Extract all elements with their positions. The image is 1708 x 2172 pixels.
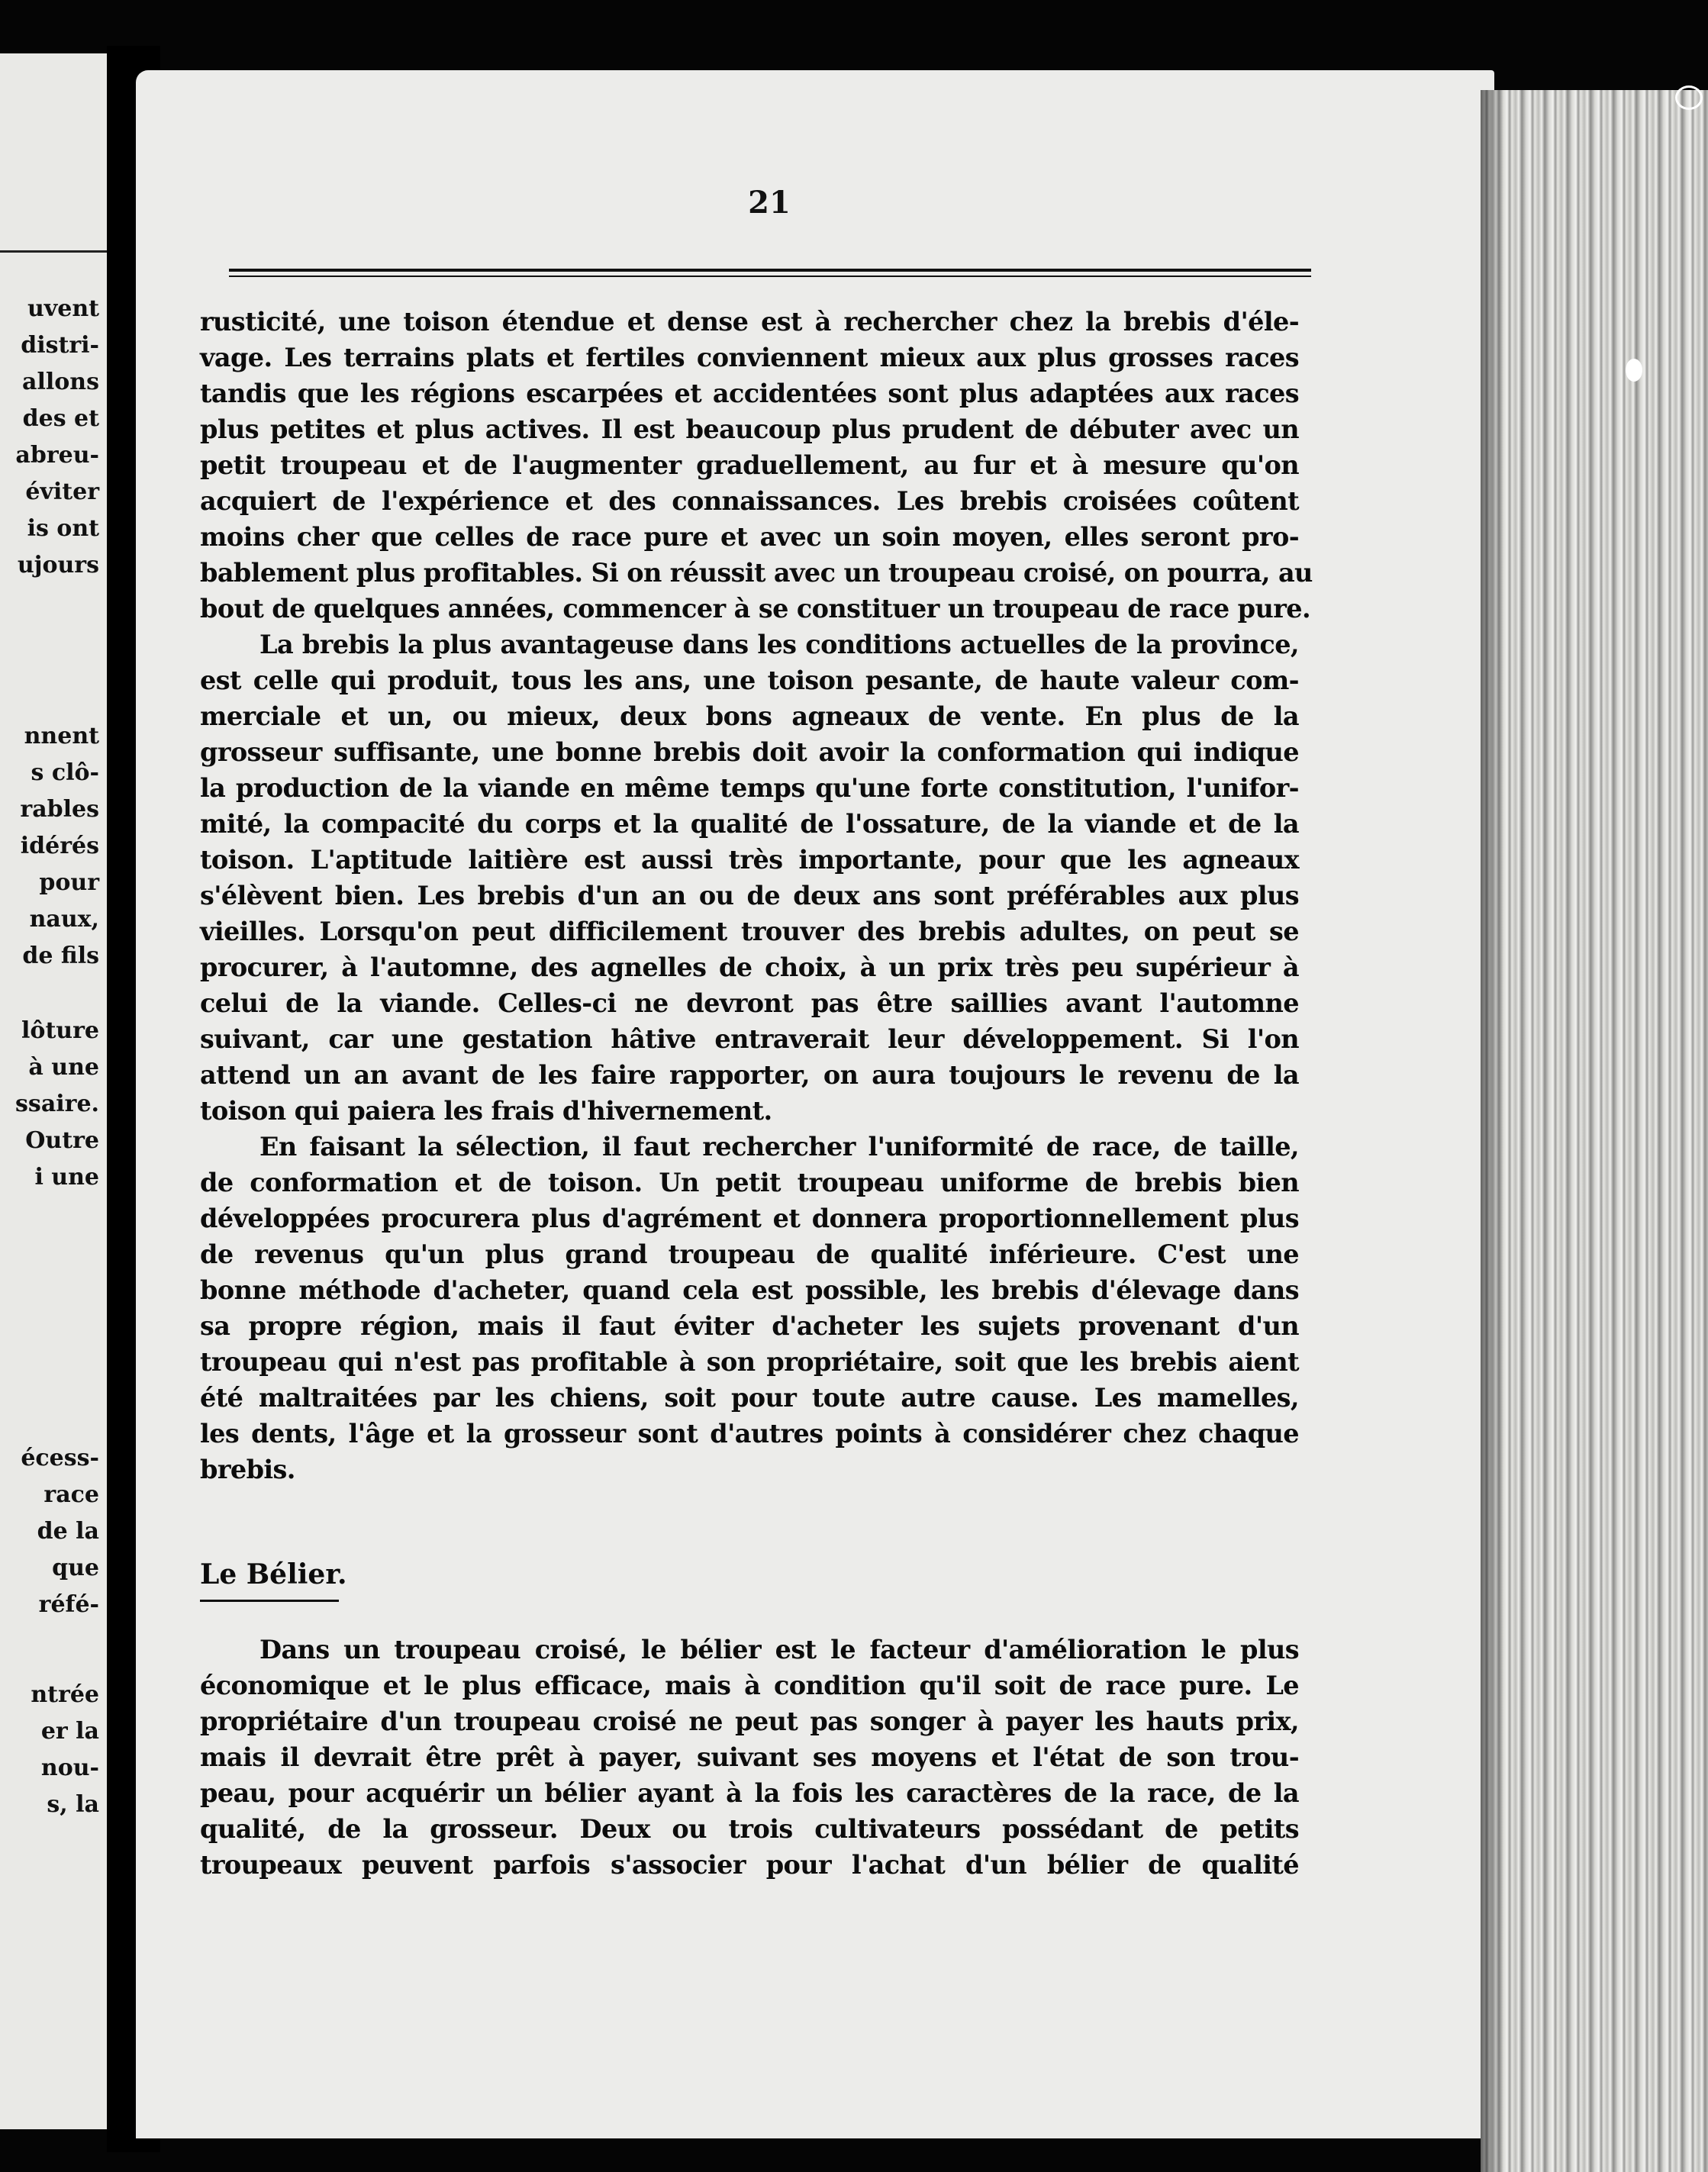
- text-line: troupeaux peuvent parfois s'associer pour l'achat d'un bélier de qualité: [200, 1850, 1299, 1880]
- paragraph: [200, 627, 1299, 1129]
- text-line: de conformation et de toison. Un petit troupeau uniforme de brebis bien: [200, 1168, 1299, 1197]
- text-line: vage. Les terrains plats et fertiles conviennent mieux aux plus grosses races: [200, 343, 1299, 372]
- page-number: 21: [748, 185, 791, 221]
- body-text-section: [200, 1632, 1299, 1883]
- header-rule-thin: [229, 276, 1311, 277]
- text-line: s'élèvent bien. Les brebis d'un an ou de deux ans sont préférables aux plus: [200, 881, 1299, 910]
- page-edge-shadow: [1481, 90, 1503, 2172]
- text-line: propriétaire d'un troupeau croisé ne peut pas songer à payer les hauts prix,: [200, 1706, 1299, 1736]
- previous-page-line: pour: [39, 869, 99, 896]
- text-line: été maltraitées par les chiens, soit pour toute autre cause. Les mamelles,: [200, 1383, 1299, 1413]
- previous-page-line: écess-: [21, 1445, 99, 1471]
- previous-page-line: uvent: [27, 295, 99, 322]
- previous-page-line: naux,: [29, 906, 99, 933]
- text-line: procurer, à l'automne, des agnelles de choix, à un prix très peu supérieur à: [200, 952, 1299, 982]
- text-line: peau, pour acquérir un bélier ayant à la fois les caractères de la race, de la: [200, 1778, 1299, 1808]
- text-line: petit troupeau et de l'augmenter graduellement, au fur et à mesure qu'on: [200, 450, 1299, 480]
- previous-page-line: nnent: [24, 723, 99, 749]
- text-line: mité, la compacité du corps et la qualité de l'ossature, de la viande et de la: [200, 809, 1299, 839]
- previous-page-line: s clô-: [31, 759, 99, 786]
- paragraph: [200, 1129, 1299, 1487]
- previous-page-line: Outre: [25, 1127, 99, 1154]
- previous-page-line: ujours: [17, 552, 99, 578]
- text-line: attend un an avant de les faire rapporter, on aura toujours le revenu de la: [200, 1060, 1299, 1090]
- header-rule-thick: [229, 269, 1311, 272]
- previous-page-line: is ont: [27, 515, 99, 542]
- text-line: grosseur suffisante, une bonne brebis doit avoir la conformation qui indique: [200, 737, 1299, 767]
- text-line: brebis.: [200, 1455, 295, 1484]
- text-line: merciale et un, ou mieux, deux bons agneaux de vente. En plus de la: [200, 701, 1299, 731]
- text-line: celui de la viande. Celles-ci ne devront pas être saillies avant l'automne: [200, 988, 1299, 1018]
- text-line: sa propre région, mais il faut éviter d'acheter les sujets provenant d'un: [200, 1311, 1299, 1341]
- text-line: mais il devrait être prêt à payer, suivant ses moyens et l'état de son trou-: [200, 1742, 1299, 1772]
- previous-page-line: rables: [20, 796, 99, 823]
- text-line: bonne méthode d'acheter, quand cela est possible, les brebis d'élevage dans: [200, 1275, 1299, 1305]
- previous-page-line: éviter: [25, 479, 99, 505]
- text-line: économique et le plus efficace, mais à condition qu'il soit de race pure. Le: [200, 1671, 1299, 1700]
- previous-page-line: nou-: [40, 1755, 99, 1781]
- previous-page-line: réfé-: [38, 1591, 99, 1618]
- section-heading-underline: [200, 1600, 339, 1602]
- text-line: est celle qui produit, tous les ans, une toison pesante, de haute valeur com-: [200, 665, 1299, 695]
- previous-page-line: que: [52, 1555, 99, 1581]
- previous-page-line: s, la: [47, 1791, 99, 1818]
- header-double-rule: [229, 269, 1311, 279]
- text-line: acquiert de l'expérience et des connaissances. Les brebis croisées coûtent: [200, 486, 1299, 516]
- text-line: plus petites et plus actives. Il est beaucoup plus prudent de débuter avec un: [200, 414, 1299, 444]
- text-line: moins cher que celles de race pure et avec un soin moyen, elles seront pro-: [200, 522, 1299, 552]
- text-line: les dents, l'âge et la grosseur sont d'autres points à considérer chez chaque: [200, 1419, 1299, 1449]
- previous-page-line: allons: [22, 369, 99, 395]
- previous-page-line: ntrée: [31, 1681, 99, 1708]
- previous-page-line: ssaire.: [15, 1091, 99, 1117]
- scan-speck: [1675, 85, 1703, 110]
- text-line: toison. L'aptitude laitière est aussi très importante, pour que les agneaux: [200, 845, 1299, 875]
- previous-page-line: i une: [34, 1164, 99, 1191]
- previous-page-line: er la: [40, 1718, 99, 1745]
- previous-page-line: des et: [22, 405, 99, 432]
- text-line: bout de quelques années, commencer à se constituer un troupeau de race pure.: [200, 594, 1311, 624]
- paragraph: [200, 1632, 1299, 1883]
- text-line: suivant, car une gestation hâtive entraverait leur développement. Si l'on: [200, 1024, 1299, 1054]
- previous-page-line: lôture: [21, 1017, 99, 1044]
- text-line: troupeau qui n'est pas profitable à son propriétaire, soit que les brebis aient: [200, 1347, 1299, 1377]
- page-edges: [1481, 90, 1708, 2172]
- text-line: rusticité, une toison étendue et dense est à rechercher chez la brebis d'éle-: [200, 307, 1299, 337]
- text-line: développées procurera plus d'agrément et donnera proportionnellement plus: [200, 1204, 1299, 1233]
- previous-page-line: idérés: [20, 833, 99, 859]
- scan-speck: [1626, 359, 1642, 382]
- previous-page-line: de fils: [22, 943, 99, 969]
- previous-page-fragment: [0, 53, 107, 2129]
- text-line: La brebis la plus avantageuse dans les conditions actuelles de la province,: [259, 630, 1299, 659]
- previous-page-line: race: [44, 1481, 99, 1508]
- text-line: tandis que les régions escarpées et accidentées sont plus adaptées aux races: [200, 379, 1299, 408]
- text-line: vieilles. Lorsqu'on peut difficilement trouver des brebis adultes, on peut se: [200, 917, 1299, 946]
- previous-page-rule: [0, 250, 107, 253]
- text-line: bablement plus profitables. Si on réussit avec un troupeau croisé, on pourra, au: [200, 558, 1313, 588]
- previous-page-line: à une: [28, 1054, 99, 1081]
- text-line: la production de la viande en même temps qu'une forte constitution, l'unifor-: [200, 773, 1299, 803]
- previous-page-line: de la: [37, 1518, 99, 1545]
- section-heading: Le Bélier.: [200, 1558, 347, 1590]
- previous-page-line: distri-: [21, 332, 99, 359]
- text-line: En faisant la sélection, il faut rechercher l'uniformité de race, de taille,: [259, 1132, 1299, 1162]
- text-line: qualité, de la grosseur. Deux ou trois cultivateurs possédant de petits: [200, 1814, 1299, 1844]
- previous-page-line: abreu-: [15, 442, 99, 469]
- body-text: [200, 304, 1313, 1487]
- text-line: Dans un troupeau croisé, le bélier est le facteur d'amélioration le plus: [259, 1635, 1299, 1664]
- paragraph: [200, 304, 1313, 627]
- text-line: toison qui paiera les frais d'hivernement.: [200, 1096, 772, 1126]
- text-line: de revenus qu'un plus grand troupeau de qualité inférieure. C'est une: [200, 1239, 1299, 1269]
